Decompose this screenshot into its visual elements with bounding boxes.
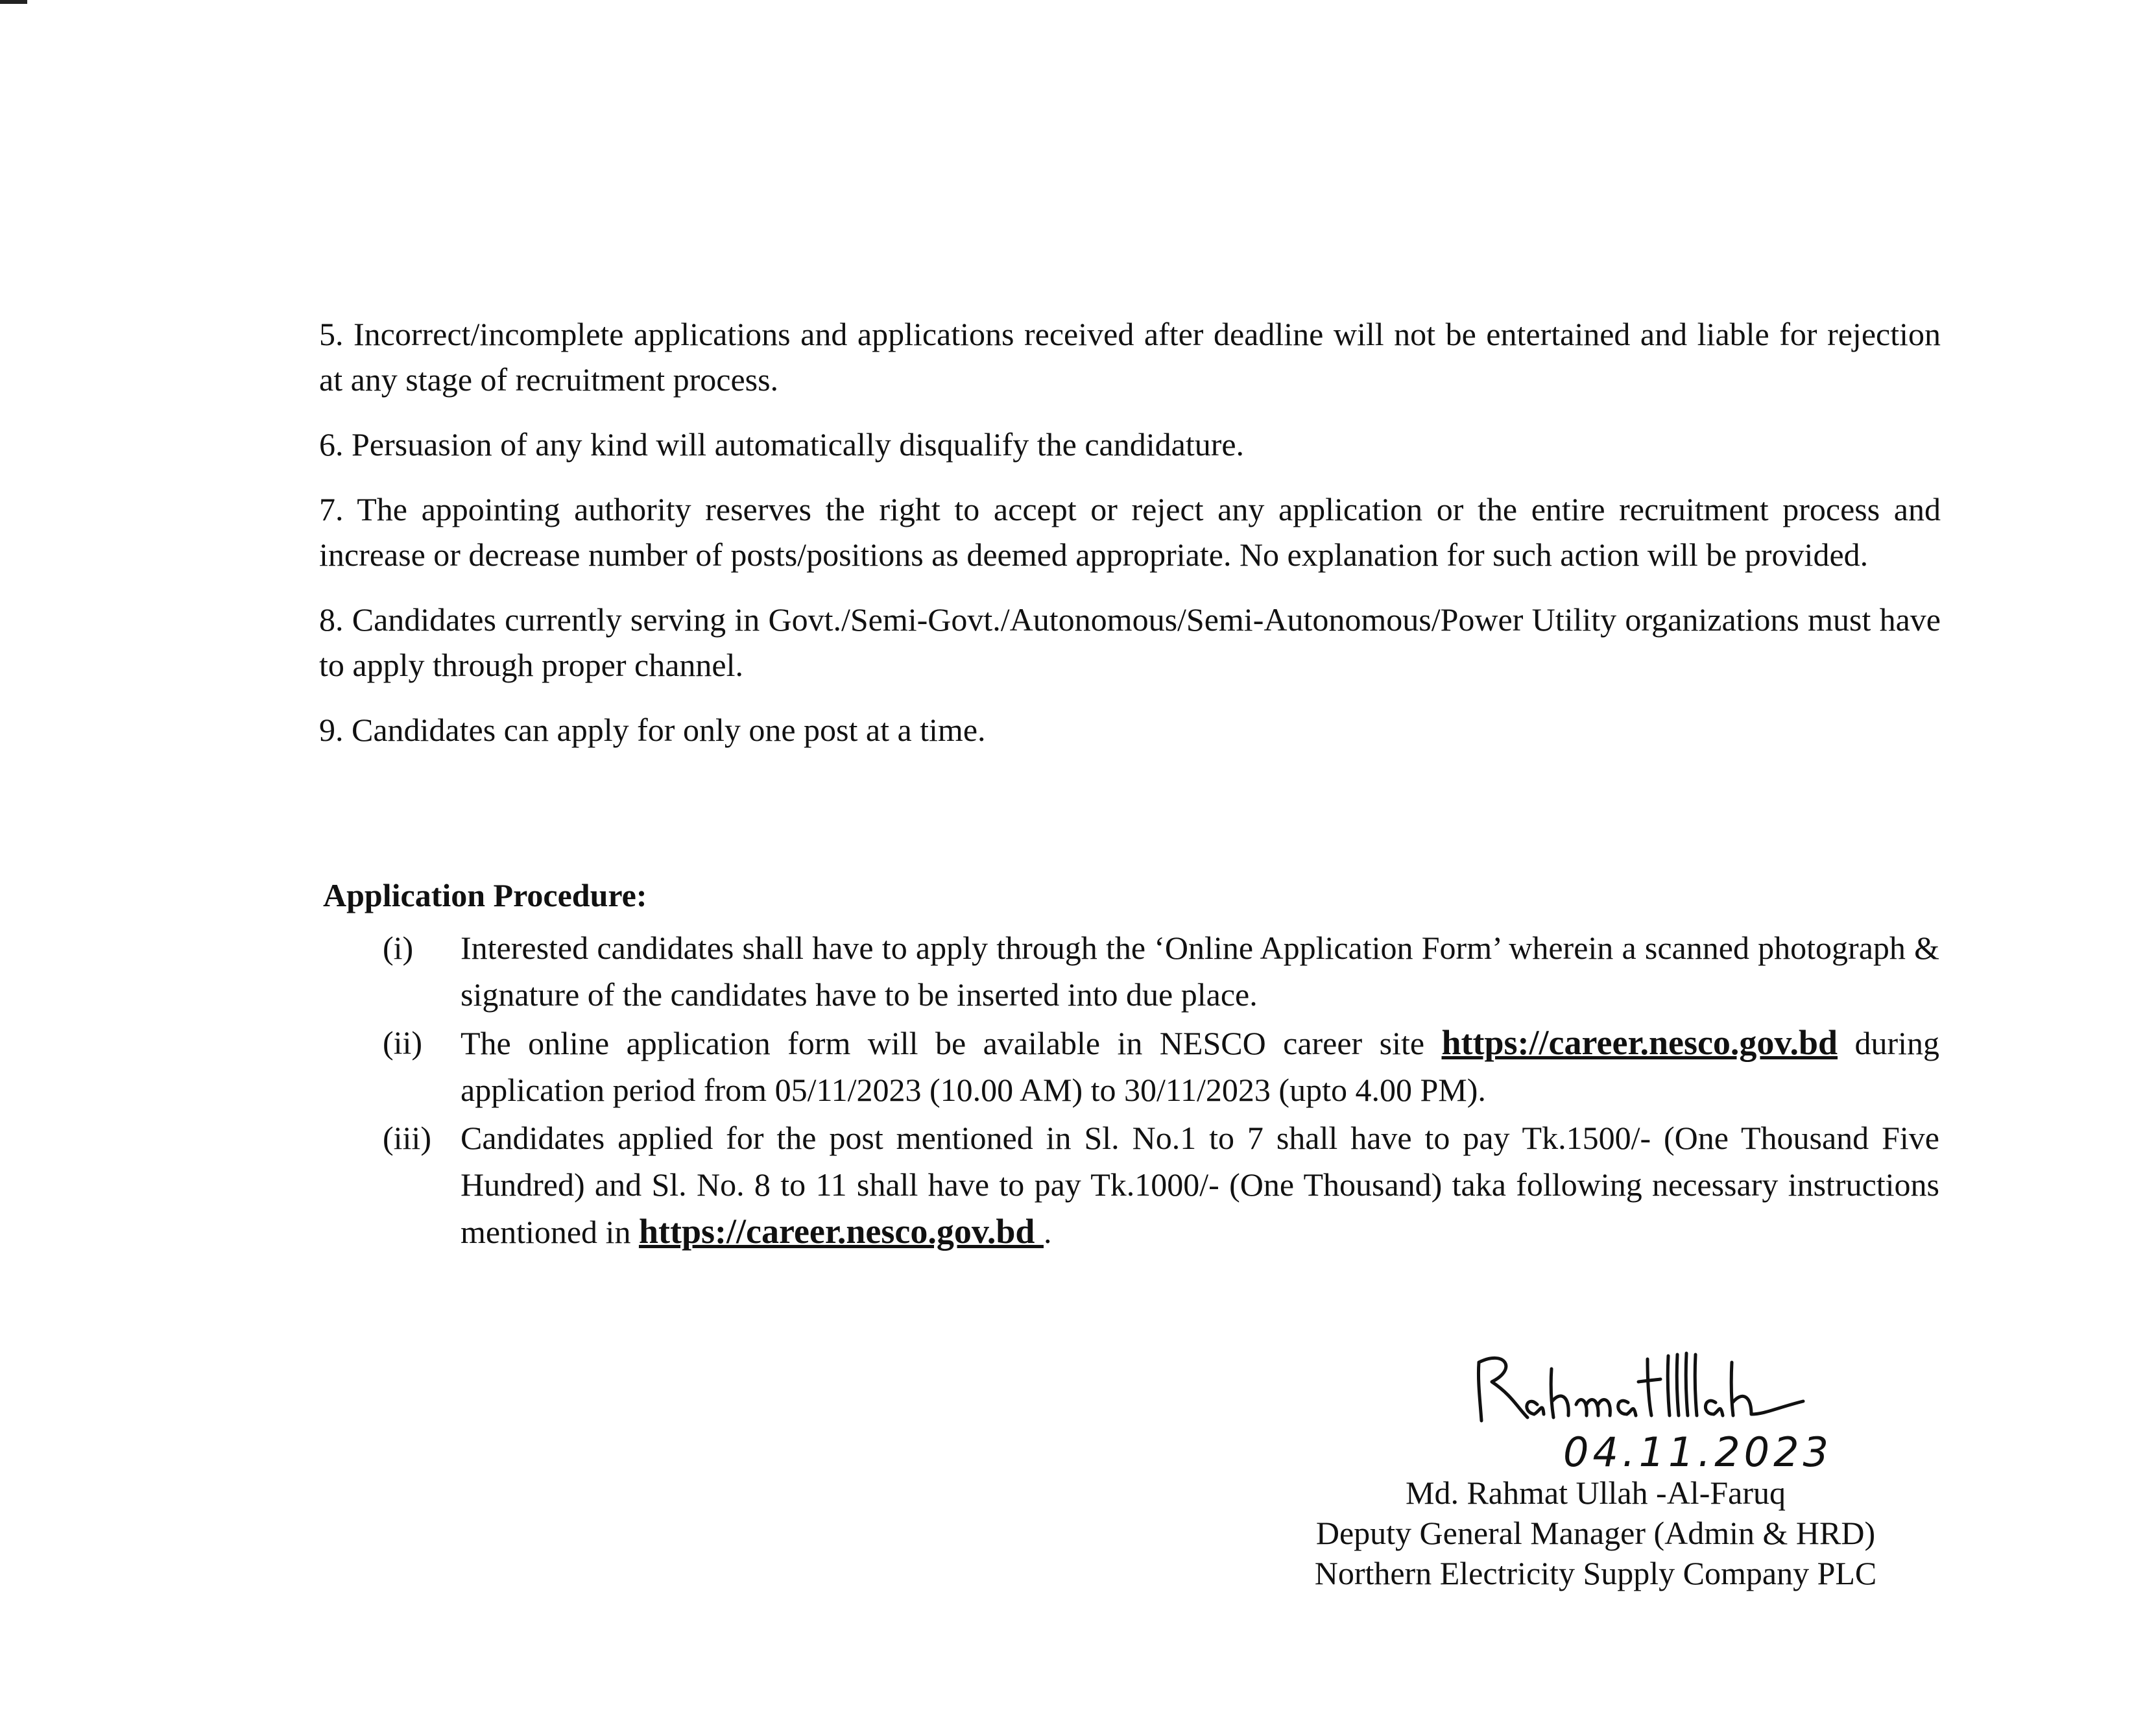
procedure-item-number: (ii): [383, 1024, 423, 1061]
procedure-item-number: (i): [383, 930, 414, 966]
procedure-text-before-link: The online application form will be available in NESCO career site: [461, 1025, 1442, 1061]
condition-9: 9. Candidates can apply for only one post at a time.: [319, 712, 986, 748]
procedure-item-ii: [383, 1019, 1939, 1113]
condition-8: 8. Candidates currently serving in Govt./Semi-Govt./Autonomous/Semi-Autonomous/Power Utility organizations must have to apply through proper channel.: [319, 601, 1941, 683]
career-site-link[interactable]: https://career.nesco.gov.bd: [638, 1212, 1044, 1251]
procedure-item-text: Interested candidates shall have to apply through the ‘Online Application Form’ wherein a scanned photograph & signature of the candidates have to be inserted into due place.: [461, 930, 1939, 1013]
procedure-list: [383, 924, 1939, 1257]
procedure-item-i: [383, 924, 1939, 1018]
procedure-text-after-link: during application period from 05/11/2023 (10.00 AM) to 30/11/2023 (upto 4.00 PM).: [461, 1025, 1940, 1108]
signatory-organization: Northern Electricity Supply Company PLC: [1314, 1555, 1877, 1591]
svg-text:04.11.2023: 04.11.2023: [1563, 1429, 1829, 1476]
signatory-designation: Deputy General Manager (Admin & HRD): [1315, 1515, 1876, 1551]
application-procedure-heading: Application Procedure:: [323, 877, 647, 913]
procedure-text-before-link: Candidates applied for the post mentioned in Sl. No.1 to 7 shall have to pay Tk.1500/- (One Thousand Five Hundred) and Sl. No. 8 to 11 shall have to pay Tk.1000/- (One Thousand) taka following necessary instructions mentioned in: [461, 1120, 1939, 1250]
procedure-text-after-link: .: [1043, 1214, 1052, 1250]
handwritten-signature: [1466, 1343, 1829, 1479]
signatory-block: [1271, 1473, 1920, 1593]
procedure-item-text: [461, 1019, 1939, 1113]
procedure-item-iii: [383, 1115, 1939, 1255]
conditions-list: [319, 311, 1941, 753]
career-site-link[interactable]: https://career.nesco.gov.bd: [1441, 1023, 1838, 1062]
condition-7: 7. The appointing authority reserves the right to accept or reject any application or the entire recruitment process and increase or decrease number of posts/positions as deemed appropriate. No explanation for such action will be provided.: [319, 491, 1941, 573]
procedure-item-text: [461, 1115, 1939, 1255]
scan-edge-mark: [0, 0, 27, 4]
condition-5: 5. Incorrect/incomplete applications and applications received after deadline will not be entertained and liable for rejection at any stage of recruitment process.: [319, 316, 1941, 398]
procedure-item-number: (iii): [383, 1120, 431, 1156]
signatory-name: Md. Rahmat Ullah -Al-Faruq: [1405, 1475, 1786, 1511]
condition-6: 6. Persuasion of any kind will automatically disqualify the candidature.: [319, 426, 1245, 463]
